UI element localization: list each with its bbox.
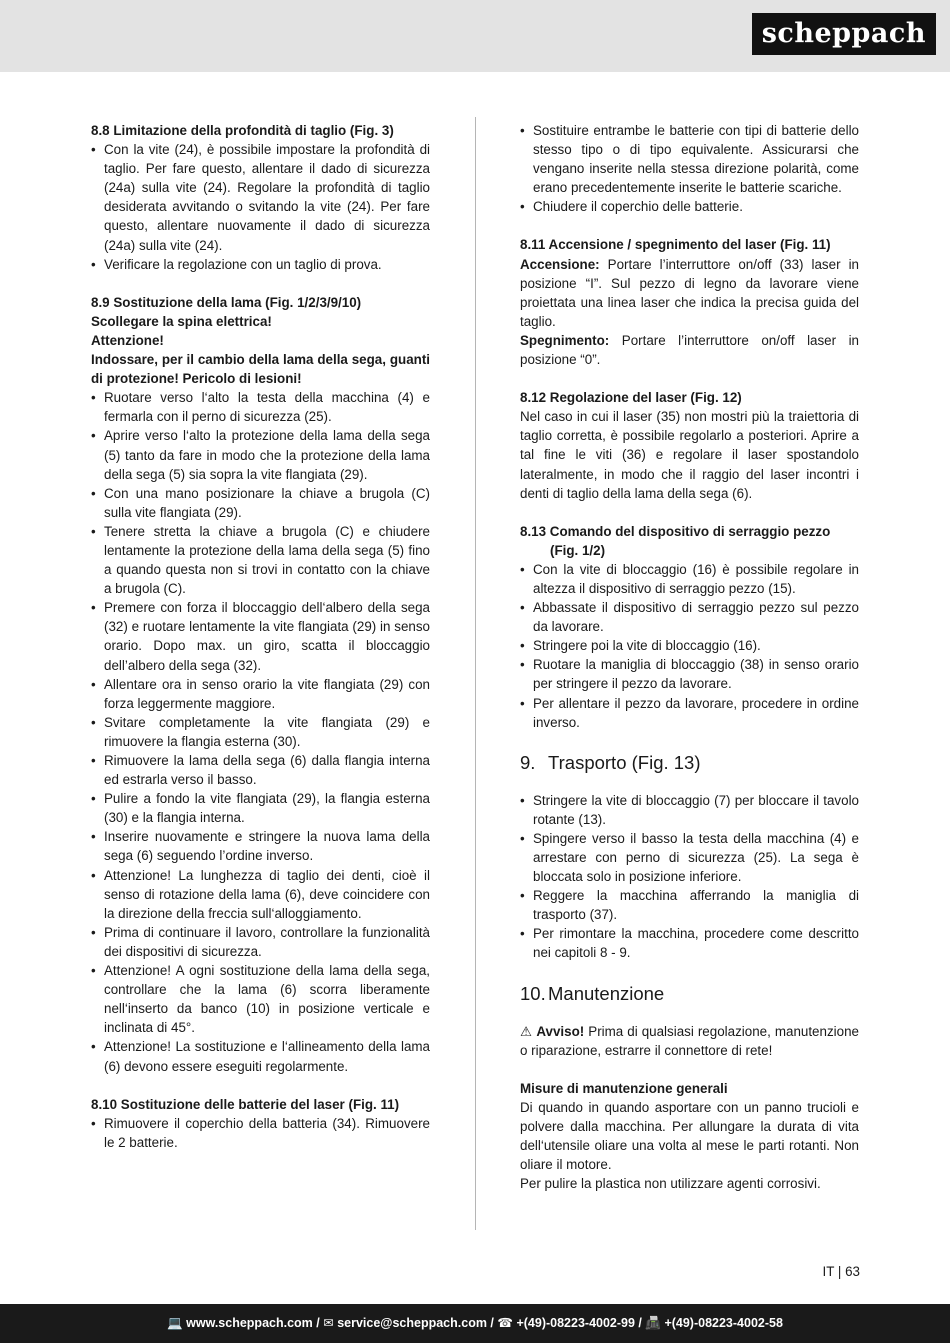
list-item: • Stringere poi la vite di bloccaggio (16).	[520, 636, 859, 655]
section-title: 8.9 Sostituzione della lama (Fig. 1/2/3/9/10)	[91, 294, 362, 310]
list-item: • Attenzione! La lunghezza di taglio dei denti, cioè il senso di rotazione della lama (6), deve coincidere con la direzione della freccia sull‘alloggiamento.	[91, 866, 430, 923]
list-item: • Abbassate il dispositivo di serraggio pezzo sul pezzo da lavorare.	[520, 598, 859, 636]
list-item: • Ruotare verso l‘alto la testa della macchina (4) e fermarla con il perno di sicurezza (25).	[91, 388, 430, 426]
list-item: • Verificare la regolazione con un taglio di prova.	[91, 255, 430, 274]
run-in-label: Accensione:	[520, 256, 600, 272]
section-title: 8.12 Regolazione del laser (Fig. 12)	[520, 390, 742, 406]
warning-label: Avviso!	[536, 1023, 585, 1039]
website-link[interactable]: www.scheppach.com /	[186, 1316, 320, 1330]
email-link[interactable]: service@scheppach.com /	[337, 1316, 494, 1330]
chapter-title: Trasporto (Fig. 13)	[548, 751, 701, 773]
run-in-label: Spegnimento:	[520, 332, 610, 348]
section-8-8	[91, 121, 430, 274]
bullet-list	[91, 1114, 430, 1152]
section-title: 8.11 Accensione / spegnimento del laser (Fig. 11)	[520, 237, 831, 253]
list-item: • Aprire verso l‘alto la protezione della lama della sega (5) tanto da fare in modo che la protezione della lama della sega (5) sia sopra la vite flangiata (29).	[91, 426, 430, 483]
column-divider	[475, 117, 476, 1230]
phone-number: +(49)-08223-4002-99 /	[516, 1316, 642, 1330]
list-item: • Prima di continuare il lavoro, controllare la funzionalità dei dispositivi di sicurezza.	[91, 923, 430, 961]
paragraph	[520, 255, 859, 331]
section-title: 8.13 Comando del dispositivo di serraggio pezzo (Fig. 1/2)	[520, 523, 831, 558]
warning-text: Attenzione!	[91, 332, 164, 348]
chapter-heading	[520, 982, 859, 1006]
section-title: 8.8 Limitazione della profondità di taglio (Fig. 3)	[91, 123, 394, 138]
scheppach-logo: scheppach	[752, 13, 936, 55]
list-item: • Per allentare il pezzo da lavorare, procedere in ordine inverso.	[520, 694, 859, 732]
section-8-11	[520, 235, 859, 369]
bullet-list	[520, 560, 859, 732]
list-item: • Svitare completamente la vite flangiata (29) e rimuovere la flangia esterna (30).	[91, 713, 430, 751]
chapter-10	[520, 982, 859, 1194]
warning-icon: ⚠	[520, 1023, 533, 1039]
contact-footer	[0, 1304, 950, 1343]
list-item: • Stringere la vite di bloccaggio (7) per bloccare il tavolo rotante (13).	[520, 791, 859, 829]
right-column	[520, 121, 859, 1193]
chapter-title: Manutenzione	[548, 982, 665, 1004]
list-item: • Sostituire entrambe le batterie con tipi di batterie dello stesso tipo o di tipo equivalente. Assicurarsi che vengano inserite nella stessa direzione polarità, come erano precedentemente inserite le batterie scariche.	[520, 121, 859, 197]
warning-text: Scollegare la spina elettrica!	[91, 313, 272, 329]
warning-text: Indossare, per il cambio della lama della sega, guanti di protezione! Pericolo di lesioni!	[91, 352, 430, 387]
list-item: • Attenzione! A ogni sostituzione della lama della sega, controllare che la lama (6) scorra liberamente nell‘inserto da banco (10) in posizione verticale e inclinata di 45°.	[91, 961, 430, 1037]
bullet-list	[520, 791, 859, 963]
fax-number: +(49)-08223-4002-58	[664, 1316, 783, 1330]
phone-icon: ☎	[497, 1316, 513, 1330]
warning-paragraph	[520, 1022, 859, 1060]
top-band	[0, 0, 950, 72]
left-column	[91, 121, 430, 1171]
fax-icon: 📠	[645, 1316, 661, 1330]
chapter-heading	[520, 751, 859, 775]
paragraph-text: Portare l’interruttore on/off (33) laser in posizione “I”. Sul pezzo di legno da lavorare viene proiettata una linea laser che indica la precisa guida del taglio.	[520, 256, 859, 329]
paragraph: Nel caso in cui il laser (35) non mostri più la traiettoria di taglio corretta, è possibile regolarlo a posteriori. Aprire a tal fine le viti (36) e regolare il laser spostandolo lateralmente, in modo che il raggio del laser incontri i denti di taglio della lama della sega (6).	[520, 409, 859, 501]
list-item: • Spingere verso il basso la testa della macchina (4) e arrestare con perno di sicurezza (25). La sega è bloccata solo in posizione inferiore.	[520, 829, 859, 886]
paragraph: Per pulire la plastica non utilizzare agenti corrosivi.	[520, 1176, 821, 1192]
list-item: • Ruotare la maniglia di bloccaggio (38) in senso orario per stringere il pezzo da lavorare.	[520, 655, 859, 693]
section-title: 8.10 Sostituzione delle batterie del laser (Fig. 11)	[91, 1096, 400, 1112]
section-8-9	[91, 293, 430, 1076]
subsection-title: Misure di manutenzione generali	[520, 1080, 728, 1096]
list-item: • Premere con forza il bloccaggio dell‘albero della sega (32) e ruotare lentamente la vite flangiata (29) in senso orario. Dopo max. un giro, scatta il bloccaggio dell’albero della sega (32).	[91, 598, 430, 674]
list-item: • Pulire a fondo la vite flangiata (29), la flangia esterna (30) e la flangia interna.	[91, 789, 430, 827]
section-8-13	[520, 522, 859, 732]
computer-icon: 💻	[167, 1316, 183, 1330]
list-item: • Per rimontare la macchina, procedere come descritto nei capitoli 8 - 9.	[520, 924, 859, 962]
list-item: • Con la vite (24), è possibile impostare la profondità di taglio. Per fare questo, allentare il dado di sicurezza (24a) sulla vite (24). Regolare la profondità di taglio desiderata avvitando o svitando la vite (24). Per fare questo, allentare nuovamente il dado di sicurezza (24a) sulla vite (24).	[91, 140, 430, 255]
paragraph	[520, 331, 859, 369]
list-item: • Rimuovere il coperchio della batteria (34). Rimuovere le 2 batterie.	[91, 1114, 430, 1152]
paragraph-text: Portare l’interruttore on/off laser in posizione “0”.	[520, 332, 859, 368]
section-8-10-continued	[520, 121, 859, 216]
warning-text: Prima di qualsiasi regolazione, manutenzione o riparazione, estrarre il connettore di rete!	[520, 1023, 859, 1058]
list-item: • Allentare ora in senso orario la vite flangiata (29) con forza leggermente maggiore.	[91, 675, 430, 713]
bullet-list	[91, 388, 430, 1075]
chapter-number: 9.	[520, 751, 536, 773]
chapter-number: 10.	[520, 982, 546, 1004]
section-8-10	[91, 1095, 430, 1152]
list-item: • Con la vite di bloccaggio (16) è possibile regolare in altezza il dispositivo di serraggio pezzo (15).	[520, 560, 859, 598]
bullet-list	[520, 121, 859, 216]
list-item: • Rimuovere la lama della sega (6) dalla flangia interna ed estrarla verso il basso.	[91, 751, 430, 789]
list-item: • Con una mano posizionare la chiave a brugola (C) sulla vite flangiata (29).	[91, 484, 430, 522]
bullet-list	[91, 140, 430, 274]
mail-icon: ✉	[323, 1316, 334, 1330]
paragraph: Di quando in quando asportare con un panno trucioli e polvere dalla macchina. Per allungare la durata di vita dell‘utensile oliare una volta al mese le parti rotanti. Non oliare il motore.	[520, 1099, 859, 1173]
section-8-12	[520, 388, 859, 503]
list-item: • Reggere la macchina afferrando la maniglia di trasporto (37).	[520, 886, 859, 924]
page-number: IT | 63	[822, 1264, 860, 1279]
list-item: • Chiudere il coperchio delle batterie.	[520, 197, 859, 216]
list-item: • Tenere stretta la chiave a brugola (C) e chiudere lentamente la protezione della lama della sega (5) fino a quando questa non si trovi in contatto con la chiave a brugola (C).	[91, 522, 430, 598]
list-item: • Inserire nuovamente e stringere la nuova lama della sega (6) seguendo l’ordine inverso.	[91, 827, 430, 865]
list-item: • Attenzione! La sostituzione e l‘allineamento della lama (6) devono essere eseguiti regolarmente.	[91, 1037, 430, 1075]
chapter-9	[520, 751, 859, 963]
